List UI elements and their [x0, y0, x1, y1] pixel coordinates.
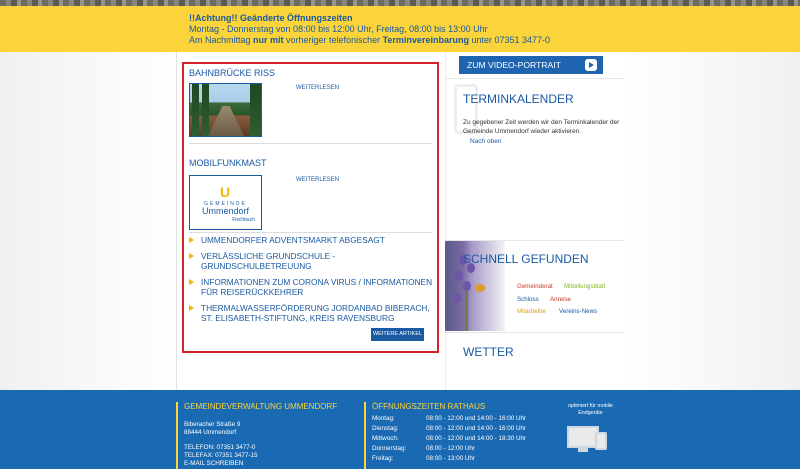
article-title-mobilfunkmast[interactable]: MOBILFUNKMAST — [189, 158, 267, 168]
video-portrait-button[interactable]: ZUM VIDEO-PORTRAIT — [459, 56, 603, 74]
article-image-mobilfunkmast[interactable]: U GEMEINDE Ummendorf Fischbach — [189, 175, 262, 230]
article-image-bahnbruecke[interactable] — [189, 83, 262, 137]
footer-hours-title: ÖFFNUNGSZEITEN RATHAUS — [372, 402, 486, 411]
termin-title: TERMINKALENDER — [463, 92, 574, 106]
more-articles-button[interactable]: WEITERE ARTIKEL — [371, 328, 424, 341]
notice-line-2: Am Nachmittag nur mit vorheriger telefonischer Terminvereinbarung unter 07351 3477-0 — [189, 35, 551, 45]
news-list-item[interactable]: THERMALWASSERFÖRDERUNG JORDANBAD BIBERACH, ST. ELISABETH-STIFTUNG, KREIS RAVENSBURG — [189, 303, 435, 323]
tablet-icon — [595, 432, 607, 450]
bullet-arrow-icon — [189, 279, 194, 285]
notice-banner — [0, 6, 800, 52]
article-readmore-mobilfunkmast[interactable]: WEITERLESEN — [296, 177, 340, 183]
quick-link-mitarbeiter[interactable]: Mitarbeiter — [517, 308, 547, 315]
footer-hours-days: Montag: Dienstag: Mittwoch: Donnerstag: Freitag: — [372, 415, 407, 462]
monitor-stand — [578, 448, 588, 452]
news-list-item[interactable]: VERLÄSSLICHE GRUNDSCHULE - GRUNDSCHULBETREUUNG — [189, 251, 435, 271]
news-list-item[interactable]: INFORMATIONEN ZUM CORONA VIRUS / INFORMATIONEN FÜR REISERÜCKKEHRER — [189, 277, 435, 297]
bullet-arrow-icon — [189, 237, 194, 243]
article-readmore-bahnbruecke[interactable]: WEITERLESEN — [296, 85, 340, 91]
quick-link-mitteilungsblatt[interactable]: Mitteilungsblatt — [564, 283, 606, 290]
notice-line-1: Montag - Donnerstag von 08:00 bis 12:00 Uhr, Freitag, 08:00 bis 13:00 Uhr — [189, 24, 488, 34]
quick-links-title: SCHNELL GEFUNDEN — [463, 252, 589, 266]
footer-email-link[interactable]: E-MAIL SCHREIBEN — [184, 460, 244, 467]
article-title-bahnbruecke[interactable]: BAHNBRÜCKE RISS — [189, 68, 276, 78]
footer-phone: TELEFON: 07351 3477-0 — [184, 444, 256, 451]
bullet-arrow-icon — [189, 253, 194, 259]
bullet-arrow-icon — [189, 305, 194, 311]
quick-link-vereins-news[interactable]: Vereins-News — [559, 308, 598, 315]
sidebar-divider — [445, 332, 625, 333]
back-to-top-link[interactable]: Nach oben — [470, 138, 502, 145]
news-list-item[interactable]: UMMENDORFER ADVENTSMARKT ABGESAGT — [189, 235, 435, 245]
quick-link-gemeinderat[interactable]: Gemeinderat — [517, 283, 553, 290]
footer-address: GEMEINDEVERWALTUNG UMMENDORF Biberacher Straße 9 88444 Ummendorf TELEFON: 07351 3477-0 TELEFAX: 07351 3477-15 E-MAIL SCHREIBEN — [176, 402, 337, 469]
mobile-optimized-text: optimiert für mobile Endgeräte — [567, 403, 614, 416]
termin-text: Zu gegebener Zeit werden wir den Terminkalender der Gemeinde Ummendorf wieder aktivieren. — [463, 119, 620, 135]
article-divider — [189, 232, 432, 233]
sidebar-divider — [445, 78, 625, 79]
article-divider — [189, 143, 432, 144]
footer-fax: TELEFAX: 07351 3477-15 — [184, 452, 258, 459]
play-icon — [585, 59, 597, 71]
footer-hours-times: 08:00 - 12:00 und 14:00 - 16:00 Uhr 08:00 - 12:00 und 14:00 - 16:00 Uhr 08:00 - 12:00 und 14:00 - 18:30 Uhr 08:00 - 12:00 Uhr 08:00 - 13:00 Uhr — [426, 415, 527, 462]
quick-link-schloss[interactable]: Schloss — [517, 296, 539, 303]
news-list — [189, 235, 435, 329]
footer-address-title: GEMEINDEVERWALTUNG UMMENDORF — [184, 402, 338, 411]
footer — [0, 390, 800, 469]
municipality-emblem: U — [220, 184, 231, 200]
quick-link-anreise[interactable]: Anreise — [550, 296, 571, 303]
notice-title: !!Achtung!! Geänderte Öffnungszeiten — [189, 13, 353, 23]
weather-title: WETTER — [463, 345, 514, 359]
